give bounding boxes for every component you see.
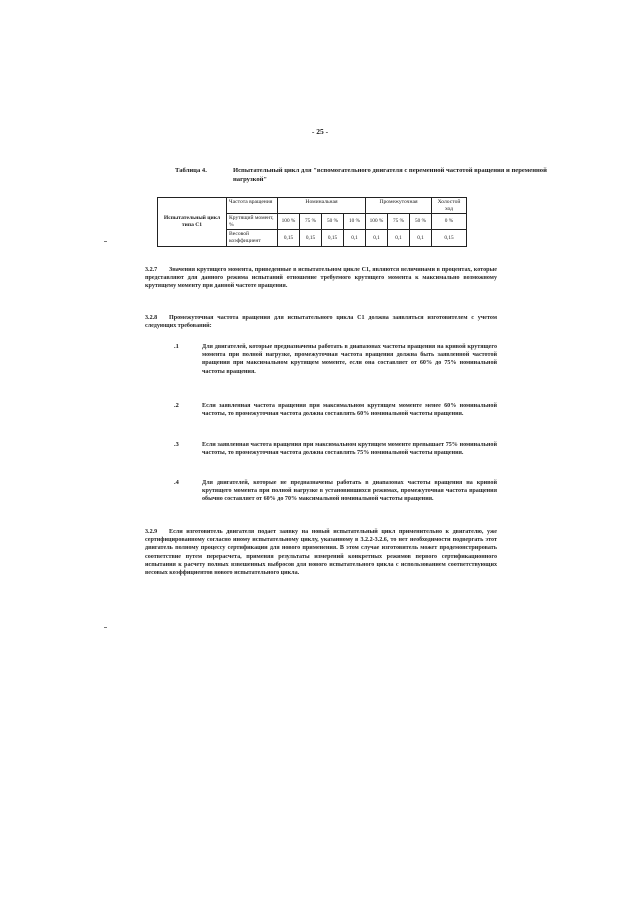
paragraph-text: Значения крутящего момента, приведенные в испытательном цикле С1, являются величинами в процентах, которые представляют для данного режима испытаний отношение требуемого крутящего момента к максимально возможному крутящему моменту при данной частоте вращения. xyxy=(145,267,497,290)
torque-cell: 50 % xyxy=(410,214,432,230)
group-idle: Холостой ход xyxy=(432,198,467,214)
torque-label-cell: Крутящий момент, % xyxy=(227,214,278,230)
paragraph-text: Если изготовитель двигателя подает заявку на новый испытательный цикл применительно к двигателю, уже сертифицированному согласно иному испытательному циклу, указанному в 3.2.2-3.2.6, то нет необходимости подвергать этот двигатель полному процессу сертификации для нового применения. В этом случае изготовитель может продемонстрировать соответствие путем перерасчета, применяя результаты измерений конкретных режимов первого сертификационного испытания к расчету полных взвешенных выбросов для нового испытательного цикла с использованием соответствующих весовых коэффициентов нового испытательного цикла. xyxy=(145,529,497,577)
torque-cell: 10 % xyxy=(344,214,366,230)
torque-cell: 0 % xyxy=(432,214,467,230)
item-number: .4 xyxy=(174,479,179,486)
paragraph-number: 3.2.7 xyxy=(145,267,158,273)
weight-cell: 0,15 xyxy=(300,230,322,246)
item-text: Если заявленная частота вращения при максимальном крутящем моменте превышает 75% номинальной частоты, то промежуточная частота должна составлять 75% номинальной частоты вращения. xyxy=(202,442,497,457)
group-nominal: Номинальная xyxy=(278,198,366,214)
item-number: .3 xyxy=(174,441,179,448)
freq-label-cell: Частота вращения xyxy=(227,198,278,214)
item-text: Для двигателей, которые предназначены работать в диапазонах частоты вращения на кривой крутящего момента при полной нагрузке, промежуточная частота вращения должна быть заявленной частотой вращения при максимальном крутящем моменте, если она составляет от 60% до 75% номинальной частоты вращения. xyxy=(202,344,497,375)
group-intermediate: Промежуточная xyxy=(366,198,432,214)
weight-label-cell: Весовой коэффициент xyxy=(227,230,278,246)
item-number: .2 xyxy=(174,402,179,409)
weight-cell: 0,15 xyxy=(278,230,300,246)
item-number: .1 xyxy=(174,343,179,350)
torque-cell: 50 % xyxy=(322,214,344,230)
item-text: Для двигателей, которые не предназначены работать в диапазонах частоты вращения на кривой крутящего момента при полной нагрузке в установившихся режимах, промежуточная частота вращения обычно составляет от 60% до 70% максимальной номинальной частоты вращения. xyxy=(202,480,497,503)
item-text: Если заявленная частота вращения при максимальном крутящем моменте менее 60% номинальной частоты, то промежуточная частота должна составлять 60% номинальной частоты вращения. xyxy=(202,403,497,418)
weight-cell: 0,1 xyxy=(388,230,410,246)
paragraph-3-2-7 xyxy=(145,266,497,291)
weight-cell: 0,15 xyxy=(432,230,467,246)
cycle-type-cell: Испытательный цикл типа С1 xyxy=(158,198,227,247)
torque-cell: 100 % xyxy=(278,214,300,230)
page-number: - 25 - xyxy=(311,127,329,136)
test-cycle-table xyxy=(157,197,467,247)
table-label: Таблица 4. xyxy=(175,167,207,174)
torque-cell: 75 % xyxy=(388,214,410,230)
scan-mark xyxy=(104,627,107,628)
paragraph-3-2-9 xyxy=(145,528,497,577)
weight-cell: 0,1 xyxy=(344,230,366,246)
torque-cell: 100 % xyxy=(366,214,388,230)
table-title: Испытательный цикл для "вспомогательного двигателя с переменной частотой вращения и переменной нагрузкой" xyxy=(233,167,547,183)
weight-cell: 0,1 xyxy=(410,230,432,246)
torque-cell: 75 % xyxy=(300,214,322,230)
paragraph-number: 3.2.9 xyxy=(145,529,158,535)
weight-cell: 0,15 xyxy=(322,230,344,246)
paragraph-3-2-8 xyxy=(145,314,497,330)
paragraph-text: Промежуточная частота вращения для испытательного цикла С1 должна заявляться изготовителем с учетом следующих требований: xyxy=(145,315,497,330)
paragraph-number: 3.2.8 xyxy=(145,315,158,321)
weight-cell: 0,1 xyxy=(366,230,388,246)
scan-mark xyxy=(104,241,107,242)
